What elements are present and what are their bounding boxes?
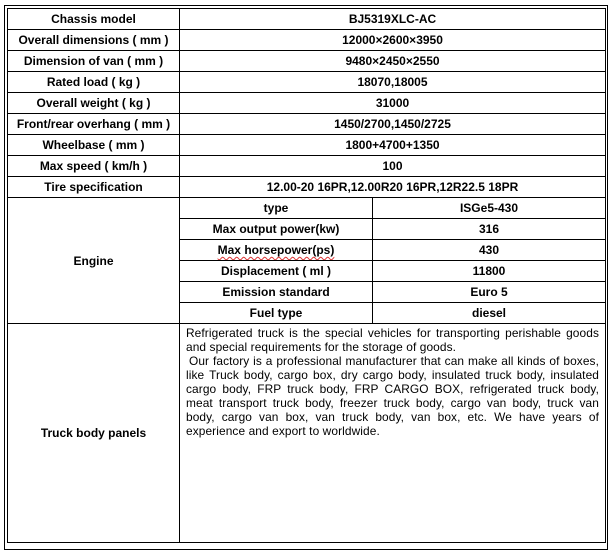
spec-value: 31000	[180, 93, 606, 114]
engine-spec-value: Euro 5	[373, 282, 606, 303]
spec-label: Overall dimensions ( mm )	[8, 30, 180, 51]
spec-value: 18070,18005	[180, 72, 606, 93]
spec-label: Wheelbase ( mm )	[8, 135, 180, 156]
spec-label: Front/rear overhang ( mm )	[8, 114, 180, 135]
engine-spec-value: 316	[373, 219, 606, 240]
spec-value: 1800+4700+1350	[180, 135, 606, 156]
engine-spec-label: Displacement ( ml )	[180, 261, 373, 282]
spec-value: BJ5319XLC-AC	[180, 9, 606, 30]
spec-row-overall-weight	[8, 93, 606, 114]
spec-label: Overall weight ( kg )	[8, 93, 180, 114]
body-panels-paragraph: Refrigerated truck is the special vehicles for transporting perishable goods and special requirements for the storage of goods.	[186, 326, 599, 354]
spec-label: Rated load ( kg )	[8, 72, 180, 93]
spec-row-overall-dimensions	[8, 30, 606, 51]
engine-spec-label: Emission standard	[180, 282, 373, 303]
spec-row-rated-load	[8, 72, 606, 93]
engine-spec-label	[180, 240, 373, 261]
horsepower-label-text: Max horsepower(ps)	[217, 243, 335, 257]
engine-spec-value: 11800	[373, 261, 606, 282]
spec-value: 1450/2700,1450/2725	[180, 114, 606, 135]
spec-row-van-dimension	[8, 51, 606, 72]
engine-spec-value: 430	[373, 240, 606, 261]
engine-spec-label: type	[180, 198, 373, 219]
body-panels-row	[8, 324, 606, 543]
spec-label: Dimension of van ( mm )	[8, 51, 180, 72]
spec-value: 12000×2600×3950	[180, 30, 606, 51]
body-panels-label: Truck body panels	[8, 324, 180, 543]
spec-value: 12.00-20 16PR,12.00R20 16PR,12R22.5 18PR	[180, 177, 606, 198]
engine-spec-label: Max output power(kw)	[180, 219, 373, 240]
spec-value: 100	[180, 156, 606, 177]
spec-row-wheelbase	[8, 135, 606, 156]
spec-label: Tire specification	[8, 177, 180, 198]
spec-table	[7, 8, 606, 543]
spec-row-chassis-model	[8, 9, 606, 30]
body-panels-description	[180, 324, 606, 543]
spec-row-tire-specification	[8, 177, 606, 198]
engine-spec-value: diesel	[373, 303, 606, 324]
spec-row-overhang	[8, 114, 606, 135]
spec-label: Max speed ( km/h )	[8, 156, 180, 177]
body-panels-paragraph: Our factory is a professional manufacturer that can make all kinds of boxes, like Truck body, cargo box, dry cargo body, insulated truck body, insulated cargo body, FRP truck body, FRP CARGO BOX, refrigerated truck body, meat transport truck body, freezer truck body, cargo van body, truck van body, cargo van box, van truck body, van box, etc. We have years of experience and export to worldwide.	[186, 354, 599, 438]
engine-label: Engine	[8, 198, 180, 324]
engine-spec-value: ISGe5-430	[373, 198, 606, 219]
spec-row-max-speed	[8, 156, 606, 177]
spec-label: Chassis model	[8, 9, 180, 30]
engine-row-type	[8, 198, 606, 219]
spec-value: 9480×2450×2550	[180, 51, 606, 72]
engine-spec-label: Fuel type	[180, 303, 373, 324]
